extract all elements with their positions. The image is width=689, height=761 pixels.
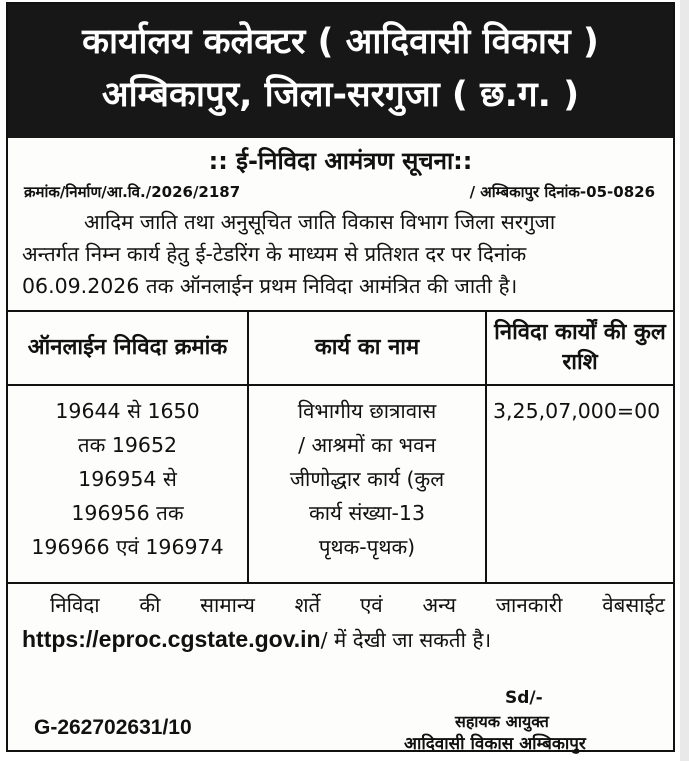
office-header [8,4,673,138]
tender-notice [6,2,675,752]
footer-word: जानकारी [495,593,563,617]
signature-office: आदिवासी विकास अम्बिकापुर [404,734,586,754]
header-tender-number: ऑनलाईन निविदा क्रमांक [8,311,248,385]
table-header-row [8,311,673,385]
office-title-line1: कार्यालय कलेक्टर ( आदिवासी विकास ) [82,22,599,62]
footer-line-1 [22,588,665,622]
website-url: https://eproc.cgstate.gov.in [22,626,321,652]
work-name-cell [248,385,486,583]
tender-number-line: तक 19652 [77,433,178,457]
footer-word: शर्ते [294,593,321,617]
body-line-2: अन्तर्गत निम्न कार्य हेतु ई-टेडरिंग के माध्यम से प्रतिशत दर पर दिनांक [22,242,527,266]
notice-title: :: ई-निविदा आमंत्रण सूचना:: [208,147,473,175]
page-edge-strip [680,0,689,761]
tender-number-line: 196954 से [78,467,177,491]
signature-designation: सहायक आयुक्त [455,712,549,731]
work-name-line: पृथक-पृथक) [318,535,416,559]
works-table [8,310,673,584]
notice-body [8,206,673,302]
footer-word: की [139,593,161,617]
work-name-line: / आश्रमों का भवन [298,433,436,457]
reference-number: क्रमांक/निर्माण/आ.वि./2026/2187 [24,183,241,201]
tender-number-line: 196956 तक [71,501,184,525]
work-name-line: जीणोद्धार कार्य (कुल [289,467,445,491]
table-row [8,385,673,583]
signature-sd: Sd/- [505,688,543,708]
tender-number-cell [8,385,248,583]
footer-word: निविदा [50,593,100,617]
reference-line [8,182,673,202]
work-name-line: कार्य संख्या-13 [309,501,425,525]
footer-word: अन्य [422,593,457,617]
header-total-amount: निविदा कार्यों की कुल राशि [486,311,673,385]
footer-word: वेबसाईट [602,593,665,617]
body-line-1: आदिम जाति तथा अनुसूचित जाति विकास विभाग जिला सरगुजा [84,210,556,234]
footer-line-2-rest: / में देखी जा सकती है। [320,628,492,652]
tender-number-line: 19644 से 1650 [55,399,200,423]
footer-word: एवं [359,593,383,617]
amount-cell: 3,25,07,000=00 [486,385,673,583]
place-date: / अम्बिकापुर दिनांक-05-0826 [469,183,655,201]
work-name-line: विभागीय छात्रावास [297,399,437,423]
footer-line-2 [22,622,665,657]
footer-word: सामान्य [200,593,255,617]
body-line-3: 06.09.2026 तक ऑनलाईन प्रथम निविदा आमंत्रित की जाती है। [22,274,518,298]
g-number: G-262702631/10 [34,716,192,739]
header-work-name: कार्य का नाम [248,311,486,385]
tender-number-line: 196966 एवं 196974 [31,535,224,559]
office-title-line2: अम्बिकापुर, जिला-सरगुजा ( छ.ग. ) [101,75,580,115]
footer-text [8,584,673,657]
